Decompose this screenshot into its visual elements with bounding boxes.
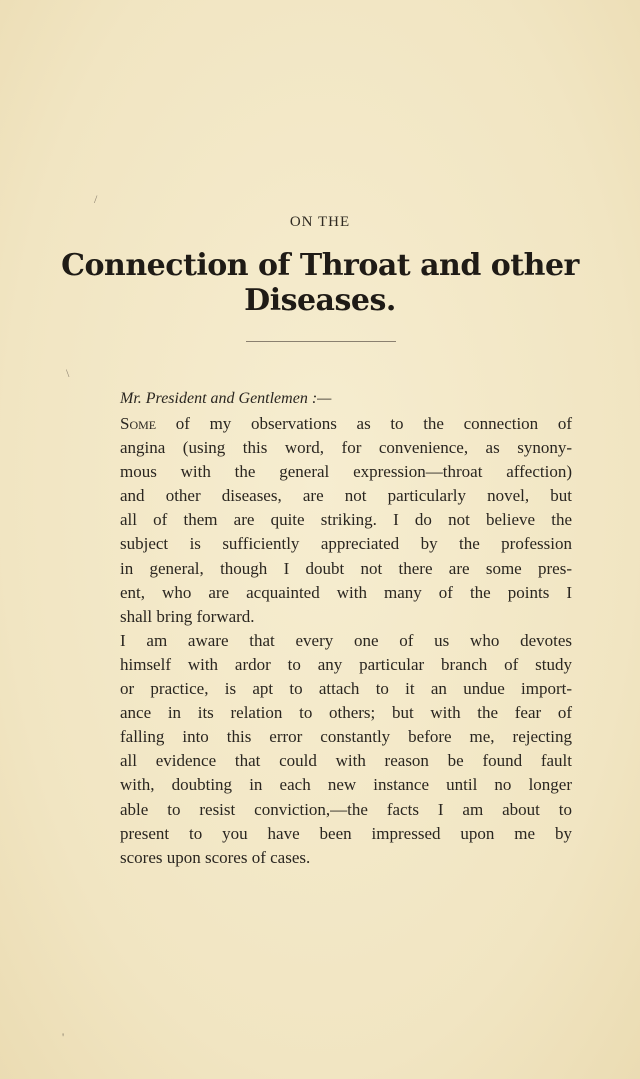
text-line: all evidence that could with reason be found fault	[120, 751, 572, 771]
salutation: Mr. President and Gentlemen :—	[120, 390, 332, 407]
text-line: scores upon scores of cases.	[120, 847, 311, 867]
text-line: ance in its relation to others; but with the fear of	[120, 703, 572, 723]
drop-lead-word: Some	[120, 414, 157, 433]
text-line: shall bring forward.	[120, 606, 255, 626]
paragraph-1	[120, 412, 572, 629]
body-text	[120, 412, 572, 870]
text-line	[120, 412, 572, 436]
text-line: mous with the general expression—throat affection)	[120, 462, 572, 482]
section-kicker: ON THE	[289, 214, 351, 230]
text-line: ent, who are acquainted with many of the points I	[120, 582, 572, 602]
text-line: present to you have been impressed upon me by	[120, 823, 572, 843]
text-line: all of them are quite striking. I do not believe the	[120, 510, 572, 530]
margin-mark: '	[62, 1030, 65, 1044]
title-divider	[246, 341, 396, 342]
text-line: with, doubting in each new instance until no longer	[120, 775, 572, 795]
text-line: able to resist conviction,—the facts I am about to	[120, 799, 572, 819]
page-title: Connection of Throat and other Diseases.	[61, 248, 579, 318]
text-line: falling into this error constantly before me, rejecting	[120, 727, 572, 747]
text-line: angina (using this word, for convenience, as synony-	[120, 438, 572, 458]
text-line: in general, though I doubt not there are some pres-	[120, 558, 572, 578]
text-line: or practice, is apt to attach to it an undue import-	[120, 679, 572, 699]
text-line: I am aware that every one of us who devotes	[120, 630, 572, 650]
text-line: subject is sufficiently appreciated by the profession	[120, 534, 572, 554]
paragraph-2	[120, 629, 572, 870]
text-line: and other diseases, are not particularly novel, but	[120, 486, 572, 506]
margin-mark: \	[66, 366, 70, 380]
text-line: himself with ardor to any particular branch of study	[120, 654, 572, 674]
text-line-rest: of my observations as to the connection of	[156, 414, 572, 433]
margin-mark: /	[94, 192, 98, 206]
